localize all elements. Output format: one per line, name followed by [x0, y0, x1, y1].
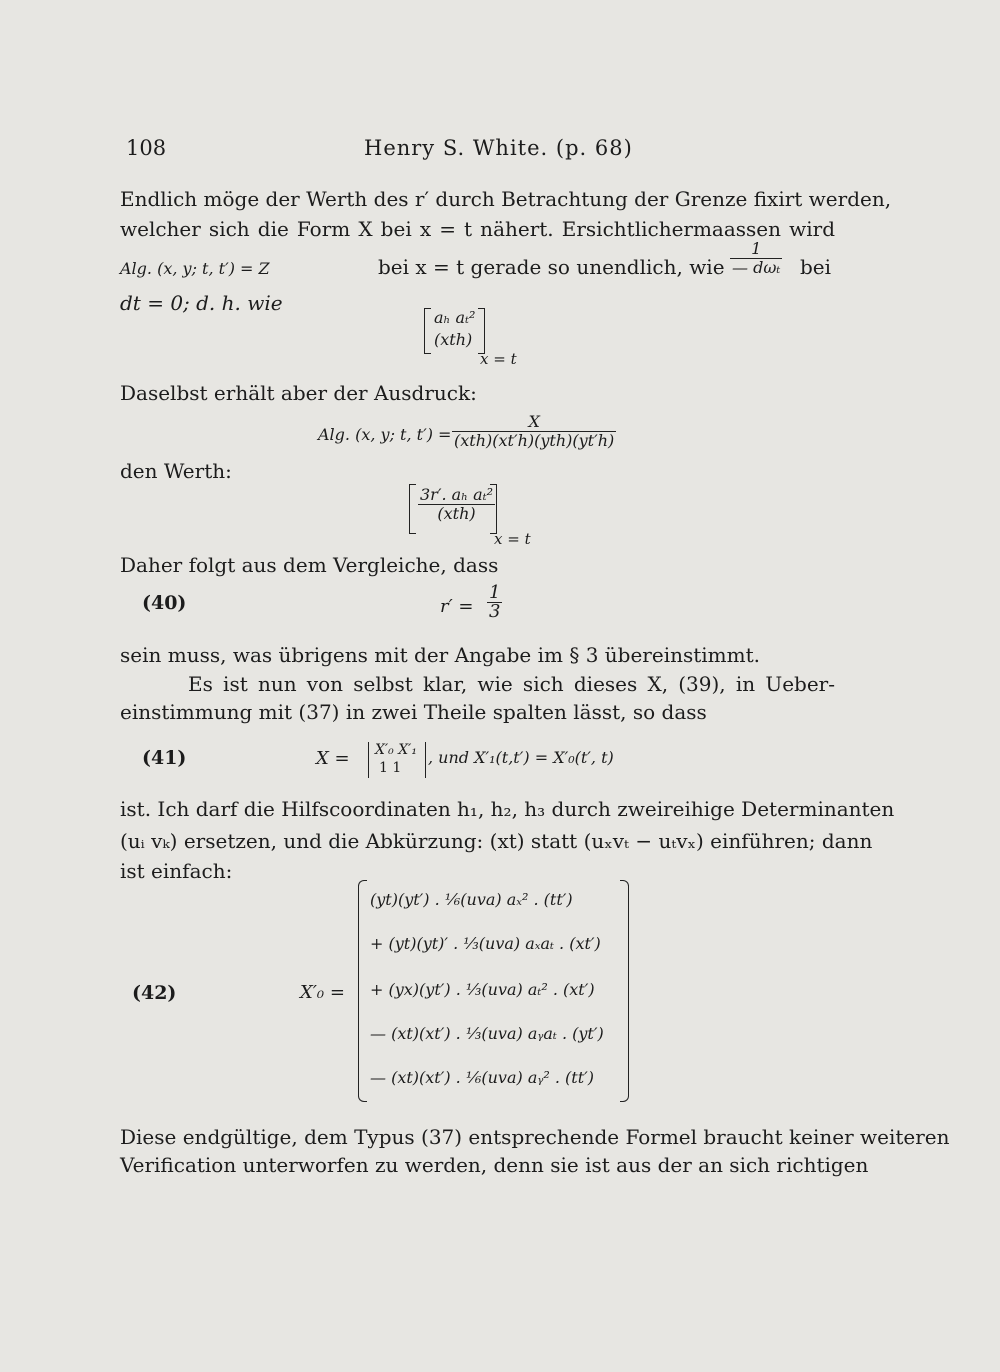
determinant [368, 742, 426, 778]
text-line: Verification unterworfen zu werden, denn sie ist aus der an sich richtigen [120, 1153, 869, 1177]
text-line: Endlich möge der Werth des r′ durch Betrachtung der Grenze fixirt werden, [120, 187, 892, 211]
text-fragment: dt = 0; d. h. wie [120, 291, 283, 315]
r-lhs: r′ = [440, 596, 474, 617]
text-line: ist. Ich darf die Hilfscoordinaten h₁, h₂, h₃ durch zweireihige Determinanten [120, 797, 895, 821]
fraction-dw [730, 240, 782, 277]
text-line: welcher sich die Form X bei x = t nähert. Ersichtlichermaassen wird [120, 217, 835, 241]
text-line: sein muss, was übrigens mit der Angabe im § 3 übereinstimmt. [120, 643, 760, 667]
text-line: Daselbst erhält aber der Ausdruck: [120, 381, 477, 405]
equation-tag-42: (42) [132, 982, 177, 1004]
r-fraction [487, 584, 502, 621]
right-brace [620, 880, 629, 1102]
determinant-bottom-row: 1 1 [379, 760, 402, 776]
eq42-row: — (xt)(xt′) . ⅓(uva) aᵧaₜ . (yt′) [370, 1024, 604, 1043]
fraction-denominator: — dωₜ [732, 258, 781, 277]
eq41-rhs: , und X′₁(t,t′) = X′₀(t′, t) [428, 748, 614, 767]
text-line: ist einfach: [120, 859, 233, 883]
eq42-row: + (yt)(yt)′ . ⅓(uva) aₓaₜ . (xt′) [370, 934, 601, 953]
equation-tag-41: (41) [142, 747, 187, 769]
text-line: einstimmung mit (37) in zwei Theile spalten lässt, so dass [120, 700, 707, 724]
text-fragment: bei x = t gerade so unendlich, wie [378, 255, 725, 279]
fraction-denominator: 3 [489, 601, 501, 622]
text-line: den Werth: [120, 459, 232, 483]
text-line: Diese endgültige, dem Typus (37) entsprechende Formel braucht keiner weiteren [120, 1125, 950, 1149]
fraction-denominator: (xth)(xt′h)(yth)(yt′h) [454, 431, 615, 450]
left-bracket [409, 484, 416, 534]
fraction-numerator: 1 [730, 240, 782, 259]
condition-subscript: x = t [480, 350, 517, 368]
eq42-row: + (yx)(yt′) . ⅓(uva) aₜ² . (xt′) [370, 980, 595, 999]
matrix-numerator: aₕ aₜ² [434, 308, 476, 327]
determinant-top-row: X′₀ X′₁ [375, 742, 417, 758]
page-number: 108 [126, 136, 167, 160]
equation-tag-40: (40) [142, 592, 187, 614]
eq41-lhs: X = [316, 748, 350, 769]
eq42-row: — (xt)(xt′) . ⅙(uva) aᵧ² . (tt′) [370, 1068, 595, 1087]
matrix-denominator: (xth) [434, 330, 473, 349]
text-line: Daher folgt aus dem Vergleiche, dass [120, 553, 499, 577]
left-brace [358, 880, 367, 1102]
werth-fraction [418, 486, 495, 523]
fraction-numerator: X [452, 413, 616, 432]
right-bracket [490, 484, 497, 534]
fraction-numerator: 1 [489, 582, 501, 603]
text-line: Es ist nun von selbst klar, wie sich dieses X, (39), in Ueber- [188, 672, 835, 696]
alg-lhs: Alg. (x, y; t, t′) = [318, 425, 452, 444]
alg-fraction [452, 413, 616, 450]
eq42-lhs: X′₀ = [300, 982, 345, 1003]
page-header [120, 136, 835, 166]
running-title: Henry S. White. (p. 68) [364, 136, 633, 160]
text-line-alg [120, 239, 835, 282]
right-bracket [478, 308, 485, 354]
eq42-row: (yt)(yt′) . ⅙(uva) aₓ² . (tt′) [370, 890, 573, 909]
fraction-numerator: 3r′. aₕ aₜ² [420, 485, 494, 504]
text-line: (uᵢ vₖ) ersetzen, und die Abkürzung: (xt) statt (uₓvₜ − uₜvₓ) einführen; dann [120, 829, 873, 853]
alg-expression: Alg. (x, y; t, t′) = Z [120, 259, 270, 278]
condition-subscript: x = t [494, 530, 531, 548]
left-bracket [424, 308, 431, 354]
fraction-denominator: (xth) [437, 504, 476, 523]
text-fragment: bei [800, 255, 832, 279]
